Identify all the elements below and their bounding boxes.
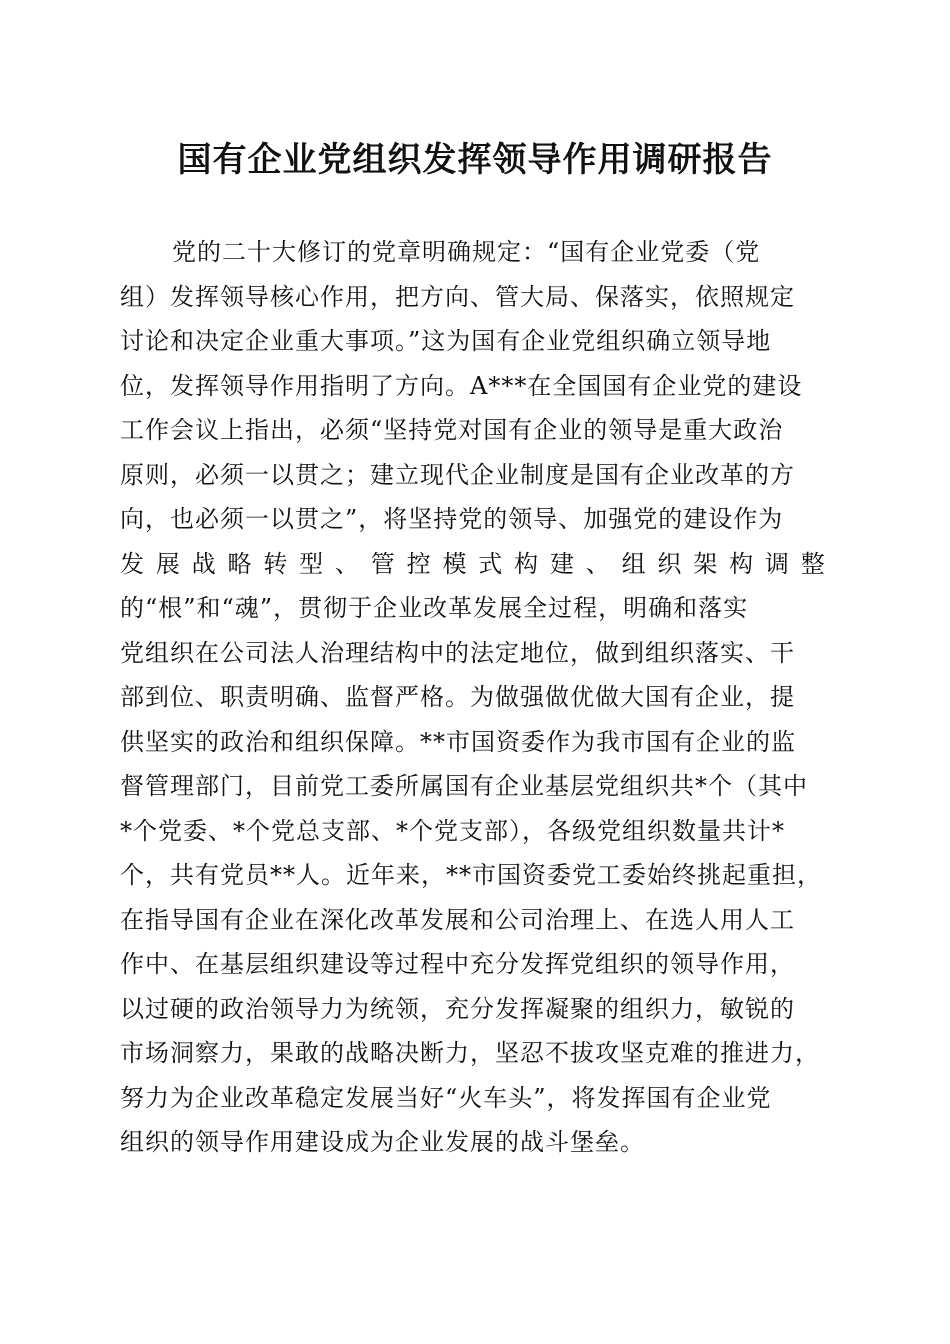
spread-char: 架 (693, 549, 719, 578)
spread-char: 控 (406, 549, 432, 578)
paragraph-line: 原则，必须一以贯之；建立现代企业制度是国有企业改革的方 (120, 460, 795, 489)
spread-char: 、 (334, 549, 360, 578)
paragraph-line: 工作会议上指出，必须“坚持党对国有企业的领导是重大政治 (120, 416, 784, 444)
paragraph-line: 督管理部门，目前党工委所属国有企业基层党组织共*个（其中 (120, 772, 808, 800)
paragraph-line: 向，也必须一以贯之”，将坚持党的领导、加强党的建设作为 (120, 505, 784, 533)
spread-char: 管 (370, 549, 396, 578)
paragraph-line: 个，共有党员**人。近年来，**市国资委党工委始终挑起重担， (120, 861, 822, 889)
spread-char: 、 (585, 549, 611, 578)
paragraph-line: 努力为企业改革稳定发展当好“火车头”，将发挥国有企业党 (120, 1083, 772, 1112)
paragraph-line: 讨论和决定企业重大事项。”这为国有企业党组织确立领导地 (120, 327, 772, 355)
spread-char: 型 (299, 549, 325, 578)
spread-char: 建 (549, 549, 575, 578)
spread-char: 式 (478, 549, 504, 578)
paragraph-line: 市场洞察力，果敢的战略决断力，坚忍不拔攻坚克难的推进力， (120, 1039, 820, 1067)
paragraph-line: 位，发挥领导作用指明了方向。A***在全国国有企业党的建设 (120, 371, 803, 400)
paragraph-line: 以过硬的政治领导力为统领，充分发挥凝聚的组织力，敏锐的 (120, 994, 795, 1023)
paragraph-line: 组织的领导作用建设成为企业发展的战斗堡垒。 (120, 1128, 645, 1156)
paragraph-line: 作中、在基层组织建设等过程中充分发挥党组织的领导作用， (120, 950, 795, 978)
spread-char: 模 (442, 549, 468, 578)
spread-char: 构 (729, 549, 755, 578)
paragraph-line: 党组织在公司法人治理结构中的法定地位，做到组织落实、干 (120, 638, 795, 667)
spread-char: 调 (764, 549, 790, 578)
spread-char: 构 (514, 549, 540, 578)
paragraph-line: 组）发挥领导核心作用，把方向、管大局、保落实，依照规定 (120, 282, 795, 311)
paragraph-line: 在指导国有企业在深化改革发展和公司治理上、在选人用人工 (120, 905, 795, 934)
paragraph-line-spread (120, 542, 826, 587)
paragraph-line: 的“根”和“魂”，贯彻于企业改革发展全过程，明确和落实 (120, 594, 749, 622)
spread-char: 转 (263, 549, 289, 578)
spread-char: 展 (155, 549, 181, 578)
spread-char: 织 (657, 549, 683, 578)
paragraph-line: *个党委、*个党总支部、*个党支部），各级党组织数量共计* (120, 816, 785, 845)
paragraph-line: 供坚实的政治和组织保障。**市国资委作为我市国有企业的监 (120, 727, 796, 756)
body-paragraph (120, 230, 826, 1165)
spread-char: 发 (120, 549, 145, 578)
paragraph-line: 部到位、职责明确、监督严格。为做强做优做大国有企业，提 (120, 683, 795, 711)
spread-char: 组 (621, 549, 647, 578)
paragraph-line: 党的二十大修订的党章明确规定：“国有企业党委（党 (172, 238, 761, 266)
spread-char: 略 (227, 549, 253, 578)
document-title: 国有企业党组织发挥领导作用调研报告 (177, 140, 773, 180)
spread-char: 战 (191, 549, 217, 578)
spread-char: 整 (800, 549, 826, 578)
